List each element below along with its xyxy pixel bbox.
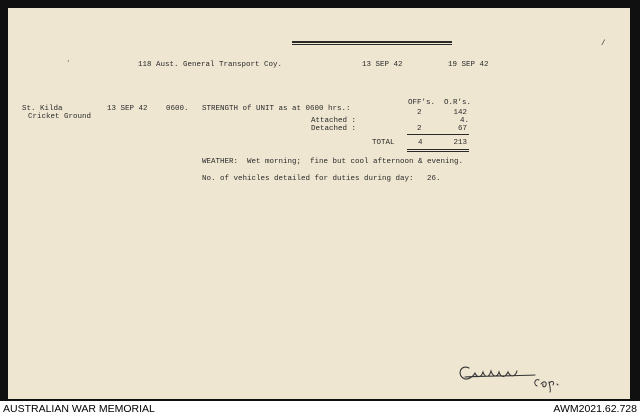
strength-row-present-ors: 142 — [453, 109, 467, 117]
strength-row-detached-ors: 67 — [457, 125, 467, 133]
total-officers: 4 — [418, 139, 423, 147]
strength-row-present-officers: 2 — [417, 109, 422, 117]
total-rule — [407, 149, 469, 150]
document-page — [8, 8, 630, 399]
unit-name: 118 Aust. General Transport Coy. — [138, 61, 283, 69]
signature-drawing — [455, 354, 575, 394]
weather-note: WEATHER: Wet morning; fine but cool afternoon & evening. — [202, 158, 464, 166]
strength-row-detached-officers: 2 — [417, 125, 422, 133]
margin-mark: / — [601, 40, 606, 48]
footer-institution: AUSTRALIAN WAR MEMORIAL — [3, 403, 155, 415]
subtotal-rule — [407, 134, 469, 135]
period-start: 13 SEP 42 — [362, 61, 403, 69]
entry-time: 0600. — [166, 105, 189, 113]
total-ors: 213 — [453, 139, 467, 147]
place-line-2: Cricket Ground — [28, 113, 92, 121]
header-rule-thin — [292, 44, 452, 45]
strength-row-detached-label: Detached : — [310, 125, 356, 133]
col-header-other-ranks: O.R's. — [444, 99, 472, 107]
strength-row-attached-ors: 4. — [459, 117, 469, 125]
signature — [455, 354, 575, 399]
strength-label: STRENGTH of UNIT as at 0600 hrs.: — [202, 105, 351, 113]
archive-footer — [0, 401, 640, 416]
vehicles-note: No. of vehicles detailed for duties during day: 26. — [202, 175, 441, 183]
footer-reference: AWM2021.62.728 — [553, 403, 637, 415]
margin-mark-left: · — [66, 58, 71, 66]
col-header-officers: OFF's. — [408, 99, 436, 107]
total-label: TOTAL — [372, 139, 395, 147]
total-rule-double — [407, 151, 469, 152]
place-line-1: St. Kilda — [22, 105, 63, 113]
period-end: 19 SEP 42 — [448, 61, 489, 69]
entry-date: 13 SEP 42 — [107, 105, 148, 113]
header-rule — [292, 41, 452, 43]
strength-row-attached-label: Attached : — [310, 117, 356, 125]
